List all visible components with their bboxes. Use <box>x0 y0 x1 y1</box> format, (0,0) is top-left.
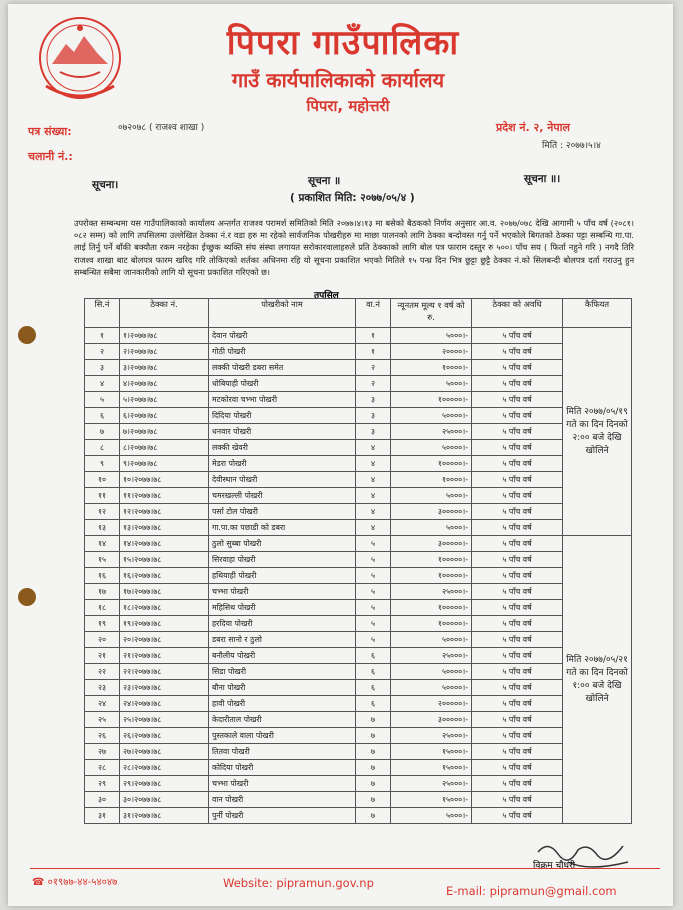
cell-period: ५ पाँच वर्ष <box>472 808 563 824</box>
cell-contract-no: ८।२०७७।७८ <box>120 440 209 456</box>
cell-pond-name: धनवार पोखरी <box>209 424 356 440</box>
cell-ward-no: १ <box>356 328 391 344</box>
table-row <box>85 600 632 616</box>
municipality-title: पिपरा गाउँपालिका <box>226 23 460 63</box>
cell-period: ५ पाँच वर्ष <box>472 344 563 360</box>
header-sn: सि.नं <box>85 299 120 328</box>
cell-pond-name: चभ्भा पोखरी <box>209 776 356 792</box>
table-header-row <box>85 299 632 328</box>
cell-min-price: २५०००।- <box>391 776 472 792</box>
cell-period: ५ पाँच वर्ष <box>472 392 563 408</box>
notice-heading-1: सूचना। <box>92 179 119 191</box>
cell-sn: १७ <box>85 584 120 600</box>
table-row <box>85 632 632 648</box>
cell-period: ५ पाँच वर्ष <box>472 664 563 680</box>
cell-ward-no: ७ <box>356 808 391 824</box>
cell-min-price: ३०००००।- <box>391 712 472 728</box>
cell-contract-no: २।२०७७।७८ <box>120 344 209 360</box>
cell-period: ५ पाँच वर्ष <box>472 600 563 616</box>
cell-sn: १९ <box>85 616 120 632</box>
cell-ward-no: ५ <box>356 568 391 584</box>
cell-min-price: ५००००।- <box>391 680 472 696</box>
cell-contract-no: २५।२०७७।७८ <box>120 712 209 728</box>
table-row <box>85 792 632 808</box>
cell-sn: ३ <box>85 360 120 376</box>
cell-period: ५ पाँच वर्ष <box>472 504 563 520</box>
cell-ward-no: ५ <box>356 600 391 616</box>
cell-min-price: ५०००।- <box>391 376 472 392</box>
cell-min-price: १५०००।- <box>391 792 472 808</box>
header-min-price: न्यूनतम मूल्य १ वर्ष को रु. <box>391 299 472 328</box>
table-body <box>85 328 632 824</box>
cell-sn: १२ <box>85 504 120 520</box>
cell-pond-name: बौना पोखरी <box>209 680 356 696</box>
table-row <box>85 808 632 824</box>
table-row <box>85 424 632 440</box>
cell-min-price: १०००००।- <box>391 600 472 616</box>
cell-min-price: १५०००।- <box>391 760 472 776</box>
cell-contract-no: ९।२०७७।७८ <box>120 456 209 472</box>
cell-contract-no: ३।२०७७।७८ <box>120 360 209 376</box>
header-pond-name: पोखरीको नाम <box>209 299 356 328</box>
cell-sn: २ <box>85 344 120 360</box>
phone-icon: ☎ <box>32 877 45 888</box>
cell-ward-no: २ <box>356 360 391 376</box>
cell-min-price: ५०००।- <box>391 520 472 536</box>
cell-ward-no: ४ <box>356 440 391 456</box>
table-row <box>85 648 632 664</box>
footer-phone <box>32 874 117 888</box>
cell-ward-no: ३ <box>356 408 391 424</box>
office-location: पिपरा, महोत्तरी <box>306 97 390 115</box>
published-date: ( प्रकाशित मिति: २०७७/०५/४ ) <box>290 192 415 204</box>
cell-min-price: १००००।- <box>391 360 472 376</box>
cell-contract-no: १७।२०७७।७८ <box>120 584 209 600</box>
cell-pond-name: कोदिया पोखरी <box>209 760 356 776</box>
cell-sn: ५ <box>85 392 120 408</box>
table-row <box>85 536 632 552</box>
cell-pond-name: देवान पोखरी <box>209 328 356 344</box>
header-ward-no: वा.नं <box>356 299 391 328</box>
cell-min-price: २५०००।- <box>391 424 472 440</box>
table-row <box>85 728 632 744</box>
punch-hole <box>18 588 36 606</box>
cell-sn: २९ <box>85 776 120 792</box>
table-row <box>85 328 632 344</box>
notice-heading-3: सूचना ॥। <box>524 173 561 185</box>
handwritten-signature <box>528 832 638 882</box>
cell-period: ५ पाँच वर्ष <box>472 568 563 584</box>
cell-period: ५ पाँच वर्ष <box>472 616 563 632</box>
cell-contract-no: ४।२०७७।७८ <box>120 376 209 392</box>
cell-sn: ९ <box>85 456 120 472</box>
table-row <box>85 616 632 632</box>
cell-min-price: १५०००।- <box>391 744 472 760</box>
table-row <box>85 376 632 392</box>
table-row <box>85 568 632 584</box>
cell-contract-no: १६।२०७७।७८ <box>120 568 209 584</box>
cell-sn: २३ <box>85 680 120 696</box>
cell-ward-no: २ <box>356 376 391 392</box>
table-row <box>85 408 632 424</box>
cell-sn: ८ <box>85 440 120 456</box>
cell-contract-no: ३१।२०७७।७८ <box>120 808 209 824</box>
cell-pond-name: हथियाही पोखरी <box>209 568 356 584</box>
cell-sn: १८ <box>85 600 120 616</box>
table-row <box>85 712 632 728</box>
nepal-emblem-logo <box>32 14 128 104</box>
cell-period: ५ पाँच वर्ष <box>472 728 563 744</box>
cell-ward-no: ४ <box>356 488 391 504</box>
issue-date: मिति : २०७७।५।४ <box>542 141 601 151</box>
cell-contract-no: १९।२०७७।७८ <box>120 616 209 632</box>
cell-ward-no: ७ <box>356 776 391 792</box>
cell-period: ५ पाँच वर्ष <box>472 792 563 808</box>
cell-pond-name: पुर्नी पोखरी <box>209 808 356 824</box>
cell-contract-no: २४।२०७७।७८ <box>120 696 209 712</box>
cell-sn: ७ <box>85 424 120 440</box>
letter-no-label: पत्र संख्या: <box>28 125 72 138</box>
cell-contract-no: ७।२०७७।७८ <box>120 424 209 440</box>
header-contract-no: ठेक्का नं. <box>120 299 209 328</box>
cell-ward-no: ७ <box>356 744 391 760</box>
cell-min-price: १०००००।- <box>391 616 472 632</box>
cell-min-price: ५००००।- <box>391 408 472 424</box>
cell-contract-no: १।२०७७।७८ <box>120 328 209 344</box>
cell-ward-no: ४ <box>356 520 391 536</box>
cell-pond-name: दिदिया पोखरी <box>209 408 356 424</box>
cell-remarks: मिति २०७७/०५/१९ गते का दिन दिनको २:०० बजे देखि खोलिने <box>563 328 632 536</box>
cell-sn: २७ <box>85 744 120 760</box>
table-row <box>85 664 632 680</box>
cell-period: ५ पाँच वर्ष <box>472 328 563 344</box>
cell-pond-name: चभ्भा पोखरी <box>209 584 356 600</box>
cell-min-price: २००००।- <box>391 344 472 360</box>
cell-contract-no: १५।२०७७।७८ <box>120 552 209 568</box>
cell-ward-no: ३ <box>356 424 391 440</box>
cell-min-price: १००००।- <box>391 472 472 488</box>
cell-contract-no: ६।२०७७।७८ <box>120 408 209 424</box>
table-row <box>85 680 632 696</box>
cell-period: ५ पाँच वर्ष <box>472 552 563 568</box>
cell-min-price: ५००००।- <box>391 664 472 680</box>
cell-pond-name: गोठी पोखरी <box>209 344 356 360</box>
cell-min-price: १०००००।- <box>391 392 472 408</box>
cell-ward-no: ५ <box>356 616 391 632</box>
cell-pond-name: मेडरा पोखरी <box>209 456 356 472</box>
cell-contract-no: २०।२०७७।७८ <box>120 632 209 648</box>
cell-pond-name: सिडा पोखरी <box>209 664 356 680</box>
cell-pond-name: लक्की खेवरी <box>209 440 356 456</box>
cell-pond-name: सिरवाहा पोखरी <box>209 552 356 568</box>
notice-body: उपरोक्त सम्बन्धमा यस गाउँपालिकाको कार्यालय अन्तर्गत राजश्व परामर्श समितिको मिति २०७७।४।१३ मा बसेको बैठकको निर्णय अनुसार आ.व. २०७७/०७८ देखि आगामी ५ पाँच वर्ष (२०८१।०८२ सम्म) को लागि तपसिलमा उल्लेखित ठेक्का नं.र वडा हरु मा रहेको सार्वजनिक पोखरीहरु मा माछा पालनको लागि ठेक्का बन्दोवस्त गर्नु पर्ने भएकोले बिगतको ठेक्का पट्टा सम्बन्धि गा.पा. लाई तिर्नु पर्ने बाँकी बक्यौता रकम नरहेका ईच्छुक ब्यक्ति संघ संस्था लगायत सरोकारवालाहरुले प्रति ठेक्काको लागि बोल पत्र फाराम दस्तुर रु ५००। पाँच सय ( फिर्ता नहुने गरि ) नगदै तिरि राजश्व शाखा बाट बोलपत्र फारम खरिद गरि तोकिएको शर्तका अधिनमा रहि यो सूचना प्रकाशित भएको मितिले १५ पन्ध्र दिन भित्र छुट्टा छुट्टै ठेक्का नं.को सिलबन्दी बोलपत्र दर्ता गराउनु हुन सम्बन्धित सबैमा जानकारीको लागि यो सूचना प्रकाशित गरिएको छ। <box>74 218 634 277</box>
cell-ward-no: ३ <box>356 392 391 408</box>
footer-email: E-mail: pipramun@gmail.com <box>446 884 617 898</box>
cell-pond-name: देवीस्थान पोखरी <box>209 472 356 488</box>
cell-period: ५ पाँच वर्ष <box>472 456 563 472</box>
office-subtitle: गाउँ कार्यपालिकाको कार्यालय <box>231 68 445 92</box>
table-row <box>85 472 632 488</box>
cell-sn: ३१ <box>85 808 120 824</box>
cell-ward-no: ६ <box>356 648 391 664</box>
cell-min-price: २०००००।- <box>391 696 472 712</box>
cell-contract-no: १२।२०७७।७८ <box>120 504 209 520</box>
cell-period: ५ पाँच वर्ष <box>472 648 563 664</box>
cell-period: ५ पाँच वर्ष <box>472 584 563 600</box>
cell-pond-name: चमरखल्ली पोखरी <box>209 488 356 504</box>
cell-pond-name: महिसिथ पोखरी <box>209 600 356 616</box>
cell-sn: १३ <box>85 520 120 536</box>
cell-sn: २२ <box>85 664 120 680</box>
cell-period: ५ पाँच वर्ष <box>472 360 563 376</box>
cell-sn: २५ <box>85 712 120 728</box>
cell-pond-name: ठुलो सुब्बा पोखरी <box>209 536 356 552</box>
cell-min-price: ३०००००।- <box>391 536 472 552</box>
cell-ward-no: ४ <box>356 472 391 488</box>
cell-pond-name: बनौलीय पोखरी <box>209 648 356 664</box>
cell-min-price: २५०००।- <box>391 648 472 664</box>
cell-period: ५ पाँच वर्ष <box>472 744 563 760</box>
phone-number: ०१९७७-४४-५४०४७ <box>47 877 118 888</box>
cell-period: ५ पाँच वर्ष <box>472 760 563 776</box>
table-row <box>85 696 632 712</box>
footer-website: Website: pipramun.gov.np <box>223 876 374 890</box>
cell-period: ५ पाँच वर्ष <box>472 376 563 392</box>
cell-contract-no: १३।२०७७।७८ <box>120 520 209 536</box>
cell-ward-no: ५ <box>356 536 391 552</box>
table-row <box>85 776 632 792</box>
cell-ward-no: १ <box>356 344 391 360</box>
cell-ward-no: ७ <box>356 728 391 744</box>
document-page <box>8 4 673 906</box>
cell-sn: १५ <box>85 552 120 568</box>
cell-sn: ११ <box>85 488 120 504</box>
cell-period: ५ पाँच वर्ष <box>472 696 563 712</box>
cell-min-price: ५००००।- <box>391 440 472 456</box>
cell-contract-no: १०।२०७७।७८ <box>120 472 209 488</box>
cell-contract-no: १४।२०७७।७८ <box>120 536 209 552</box>
cell-min-price: २५०००।- <box>391 728 472 744</box>
cell-ward-no: ४ <box>356 504 391 520</box>
cell-contract-no: २८।२०७७।७८ <box>120 760 209 776</box>
tender-table <box>84 298 632 824</box>
cell-contract-no: ५।२०७७।७८ <box>120 392 209 408</box>
cell-contract-no: ३०।२०७७।७८ <box>120 792 209 808</box>
cell-min-price: १०००००।- <box>391 568 472 584</box>
footer-divider <box>30 868 660 869</box>
header-period: ठेक्का को अवधि <box>472 299 563 328</box>
cell-period: ५ पाँच वर्ष <box>472 408 563 424</box>
table-row <box>85 552 632 568</box>
cell-sn: २१ <box>85 648 120 664</box>
cell-contract-no: २२।२०७७।७८ <box>120 664 209 680</box>
cell-period: ५ पाँच वर्ष <box>472 632 563 648</box>
cell-sn: २० <box>85 632 120 648</box>
table-row <box>85 392 632 408</box>
cell-sn: २६ <box>85 728 120 744</box>
punch-hole <box>18 326 36 344</box>
signatory-name: विक्रम चौधरी <box>533 861 576 871</box>
cell-period: ५ पाँच वर्ष <box>472 776 563 792</box>
table-row <box>85 456 632 472</box>
cell-ward-no: ५ <box>356 584 391 600</box>
cell-contract-no: २१।२०७७।७८ <box>120 648 209 664</box>
cell-min-price: ५०००।- <box>391 808 472 824</box>
cell-min-price: २५०००।- <box>391 584 472 600</box>
cell-period: ५ पाँच वर्ष <box>472 680 563 696</box>
cell-contract-no: २६।२०७७।७८ <box>120 728 209 744</box>
dispatch-no-label: चलानी नं.: <box>28 150 73 163</box>
cell-ward-no: ५ <box>356 632 391 648</box>
cell-contract-no: १८।२०७७।७८ <box>120 600 209 616</box>
cell-contract-no: २७।२०७७।७८ <box>120 744 209 760</box>
cell-sn: २४ <box>85 696 120 712</box>
reference-number: ०७२०७८ ( राजश्व शाखा ) <box>118 123 205 133</box>
cell-pond-name: धोबियाही पोखरी <box>209 376 356 392</box>
table-row <box>85 440 632 456</box>
cell-period: ५ पाँच वर्ष <box>472 712 563 728</box>
cell-period: ५ पाँच वर्ष <box>472 424 563 440</box>
cell-pond-name: डबरा सानो र ठुलो <box>209 632 356 648</box>
cell-sn: १६ <box>85 568 120 584</box>
cell-contract-no: २३।२०७७।७८ <box>120 680 209 696</box>
table-row <box>85 584 632 600</box>
cell-pond-name: केदारीताल पोखरी <box>209 712 356 728</box>
cell-pond-name: पुस्तकाले वाला पोखरी <box>209 728 356 744</box>
cell-sn: २८ <box>85 760 120 776</box>
cell-min-price: ३०००००।- <box>391 504 472 520</box>
cell-period: ५ पाँच वर्ष <box>472 472 563 488</box>
cell-period: ५ पाँच वर्ष <box>472 488 563 504</box>
cell-min-price: १०००००।- <box>391 456 472 472</box>
cell-contract-no: २९।२०७७।७८ <box>120 776 209 792</box>
cell-ward-no: ६ <box>356 680 391 696</box>
cell-sn: ४ <box>85 376 120 392</box>
table-caption: तपसिल <box>314 291 339 301</box>
cell-ward-no: ७ <box>356 712 391 728</box>
cell-sn: ३० <box>85 792 120 808</box>
province-label: प्रदेश नं. २, नेपाल <box>496 121 570 134</box>
cell-pond-name: लक्की पोखरी डबरा समेत <box>209 360 356 376</box>
table-row <box>85 520 632 536</box>
cell-pond-name: गा.पा.का पछाडी को डबरा <box>209 520 356 536</box>
cell-ward-no: ६ <box>356 696 391 712</box>
table-row <box>85 360 632 376</box>
cell-sn: १ <box>85 328 120 344</box>
cell-pond-name: वान पोखरी <box>209 792 356 808</box>
cell-sn: १० <box>85 472 120 488</box>
cell-pond-name: तितवा पोखरी <box>209 744 356 760</box>
cell-ward-no: ४ <box>356 456 391 472</box>
cell-pond-name: हावी पोखरी <box>209 696 356 712</box>
cell-period: ५ पाँच वर्ष <box>472 536 563 552</box>
cell-period: ५ पाँच वर्ष <box>472 520 563 536</box>
cell-min-price: ५०००।- <box>391 488 472 504</box>
cell-pond-name: पर्सा टोल पोखरी <box>209 504 356 520</box>
cell-ward-no: ७ <box>356 760 391 776</box>
table-row <box>85 760 632 776</box>
cell-min-price: १०००००।- <box>391 552 472 568</box>
notice-heading-2: सूचना ॥ <box>308 175 341 187</box>
table-row <box>85 504 632 520</box>
cell-ward-no: ५ <box>356 552 391 568</box>
cell-sn: ६ <box>85 408 120 424</box>
cell-pond-name: मटकोरवा चभ्भा पोखरी <box>209 392 356 408</box>
cell-contract-no: ११।२०७७।७८ <box>120 488 209 504</box>
cell-ward-no: ७ <box>356 792 391 808</box>
cell-sn: १४ <box>85 536 120 552</box>
table-row <box>85 744 632 760</box>
cell-min-price: ५००००।- <box>391 632 472 648</box>
table-row <box>85 488 632 504</box>
cell-period: ५ पाँच वर्ष <box>472 440 563 456</box>
header-remarks: कैफियत <box>563 299 632 328</box>
cell-min-price: ५०००।- <box>391 328 472 344</box>
table-row <box>85 344 632 360</box>
cell-ward-no: ६ <box>356 664 391 680</box>
cell-remarks: मिति २०७७/०५/२१ गते का दिन दिनको १:०० बजे देखि खोलिने <box>563 536 632 824</box>
cell-pond-name: हरदिया पोखरी <box>209 616 356 632</box>
